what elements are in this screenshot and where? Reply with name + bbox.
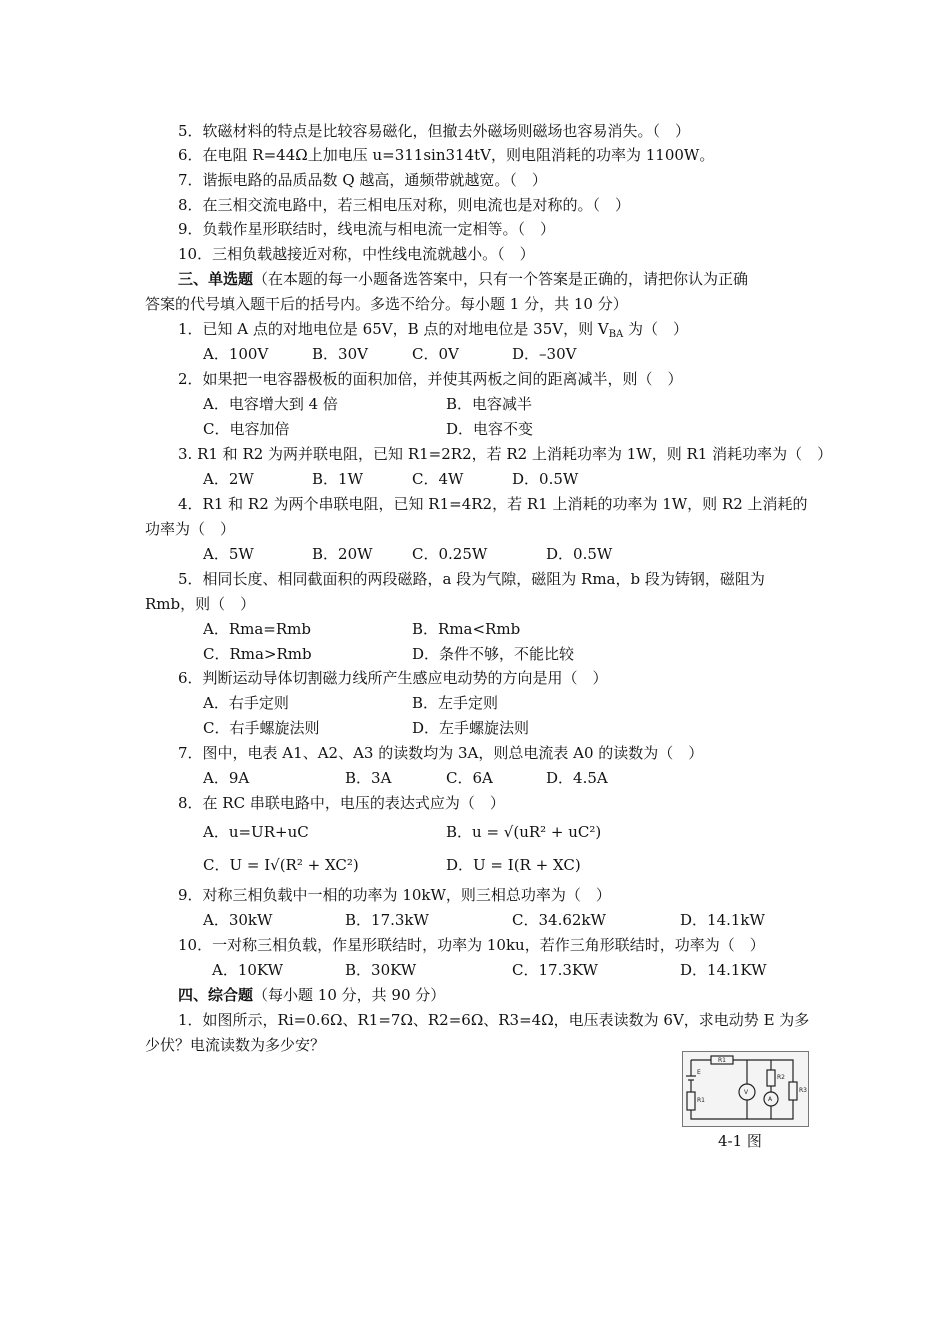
fig-label-r3: R3 <box>799 1087 807 1094</box>
figure-caption: 4-1 图 <box>718 1132 762 1150</box>
q3-option-b: B．1W <box>312 470 363 488</box>
tf-item-6: 6．在电阻 R=44Ω上加电压 u=311sin314tV，则电阻消耗的功率为 1100W。 <box>178 146 715 164</box>
q1-stem <box>178 319 688 345</box>
q3-stem: 3. R1 和 R2 为两并联电阻，已知 R1=2R2，若 R2 上消耗功率为 1W，则 R1 消耗功率为（ ） <box>178 445 833 463</box>
q10-option-c: C．17.3KW <box>512 961 598 979</box>
section4-heading <box>178 985 445 1005</box>
q8-option-b: B．u = √(uR² + uC²) <box>446 823 602 841</box>
q4-option-a: A．5W <box>203 545 254 563</box>
tf-item-9: 9．负载作星形联结时，线电流与相电流一定相等。（ ） <box>178 220 556 238</box>
q9-option-a: A．30kW <box>203 911 273 929</box>
section3-desc-2: 答案的代号填入题干后的括号内。多选不给分。每小题 1 分，共 10 分） <box>145 295 628 313</box>
q10-option-d: D．14.1KW <box>680 961 767 979</box>
fig-label-r1-top: R1 <box>718 1057 726 1064</box>
q3-option-c: C．4W <box>412 470 464 488</box>
q4-option-b: B．20W <box>312 545 373 563</box>
q7-stem: 7．图中，电表 A1、A2、A3 的读数均为 3A，则总电流表 A0 的读数为（ ） <box>178 744 704 762</box>
q4-stem-1: 4．R1 和 R2 为两个串联电阻，已知 R1=4R2，若 R1 上消耗的功率为 1W，则 R2 上消耗的 <box>178 495 808 513</box>
q4-stem-2: 功率为（ ） <box>145 520 236 538</box>
q10-stem: 10．一对称三相负载，作星形联结时，功率为 10ku，若作三角形联结时，功率为（ ） <box>178 936 765 954</box>
section3-heading <box>178 269 748 289</box>
q5-stem-1: 5．相同长度、相同截面积的两段磁路，a 段为气隙，磁阻为 Rma，b 段为铸钢，磁阻为 <box>178 570 765 588</box>
q2-option-b: B．电容减半 <box>446 395 533 413</box>
q1-stem-sub: BA <box>608 329 624 340</box>
circuit-figure <box>682 1051 809 1127</box>
q5-option-b: B．Rma<Rmb <box>412 620 521 638</box>
q2-option-a: A．电容增大到 4 倍 <box>203 395 338 413</box>
q6-option-a: A．右手定则 <box>203 694 289 712</box>
q5-stem-2: Rmb，则（ ） <box>145 595 256 613</box>
q9-option-b: B．17.3kW <box>345 911 429 929</box>
q6-option-b: B．左手定则 <box>412 694 499 712</box>
fig-label-voltmeter: V <box>744 1089 749 1096</box>
q1-option-d: D．–30V <box>512 345 577 363</box>
section3-desc-1: （在本题的每一小题备选答案中，只有一个答案是正确的，请把你认为正确 <box>253 270 749 288</box>
tf-item-10: 10．三相负载越接近对称，中性线电流就越小。（ ） <box>178 245 535 263</box>
q6-option-d: D．左手螺旋法则 <box>412 719 530 737</box>
fig-label-r1-left: R1 <box>697 1097 705 1104</box>
q1-option-c: C．0V <box>412 345 459 363</box>
circuit-diagram <box>683 1052 808 1126</box>
q5-option-a: A．Rma=Rmb <box>203 620 311 638</box>
tf-item-8: 8．在三相交流电路中，若三相电压对称，则电流也是对称的。（ ） <box>178 196 631 214</box>
q10-option-a: A．10KW <box>212 961 284 979</box>
q8-option-a: A．u=UR+uC <box>203 823 309 841</box>
q8-option-d: D．U = I(R + XC) <box>446 856 581 874</box>
q7-option-a: A．9A <box>203 769 250 787</box>
q2-option-c: C．电容加倍 <box>203 420 290 438</box>
q9-stem: 9．对称三相负载中一相的功率为 10kW，则三相总功率为（ ） <box>178 886 611 904</box>
c1-stem-2: 少伏？电流读数为多少安？ <box>145 1036 326 1054</box>
section4-title: 四、综合题 <box>178 986 254 1004</box>
q8-option-c: C．U = I√(R² + XC²) <box>203 856 359 874</box>
q1-option-b: B．30V <box>312 345 368 363</box>
q7-option-d: D．4.5A <box>546 769 608 787</box>
c1-stem-1: 1．如图所示，Ri=0.6Ω、R1=7Ω、R2=6Ω、R3=4Ω，电压表读数为 6V，求电动势 E 为多 <box>178 1011 810 1029</box>
q9-option-d: D．14.1kW <box>680 911 765 929</box>
fig-label-ammeter: A <box>768 1096 773 1103</box>
q1-option-a: A．100V <box>203 345 269 363</box>
q6-option-c: C．右手螺旋法则 <box>203 719 320 737</box>
q10-option-b: B．30KW <box>345 961 417 979</box>
q6-stem: 6．判断运动导体切割磁力线所产生感应电动势的方向是用（ ） <box>178 669 608 687</box>
q4-option-d: D．0.5W <box>546 545 613 563</box>
q7-option-c: C．6A <box>446 769 493 787</box>
q1-stem-tail: 为（ ） <box>623 320 689 338</box>
q8-stem: 8．在 RC 串联电路中，电压的表达式应为（ ） <box>178 794 505 812</box>
q4-option-c: C．0.25W <box>412 545 488 563</box>
tf-item-7: 7．谐振电路的品质品数 Q 越高，通频带就越宽。（ ） <box>178 171 547 189</box>
q7-option-b: B．3A <box>345 769 392 787</box>
q3-option-d: D．0.5W <box>512 470 579 488</box>
tf-item-5: 5．软磁材料的特点是比较容易磁化，但撤去外磁场则磁场也容易消失。（ ） <box>178 122 691 140</box>
fig-label-r2: R2 <box>777 1074 785 1081</box>
section4-desc: （每小题 10 分，共 90 分） <box>253 986 446 1004</box>
q3-option-a: A．2W <box>203 470 254 488</box>
q9-option-c: C．34.62kW <box>512 911 606 929</box>
q5-option-c: C．Rma>Rmb <box>203 645 312 663</box>
q1-stem-text: 1．已知 A 点的对地电位是 65V，B 点的对地电位是 35V，则 V <box>178 320 609 338</box>
q5-option-d: D．条件不够，不能比较 <box>412 645 575 663</box>
q2-option-d: D．电容不变 <box>446 420 534 438</box>
section3-title: 三、单选题 <box>178 270 254 288</box>
fig-label-e: E <box>697 1069 701 1076</box>
q2-stem: 2．如果把一电容器极板的面积加倍，并使其两板之间的距离减半，则（ ） <box>178 370 683 388</box>
